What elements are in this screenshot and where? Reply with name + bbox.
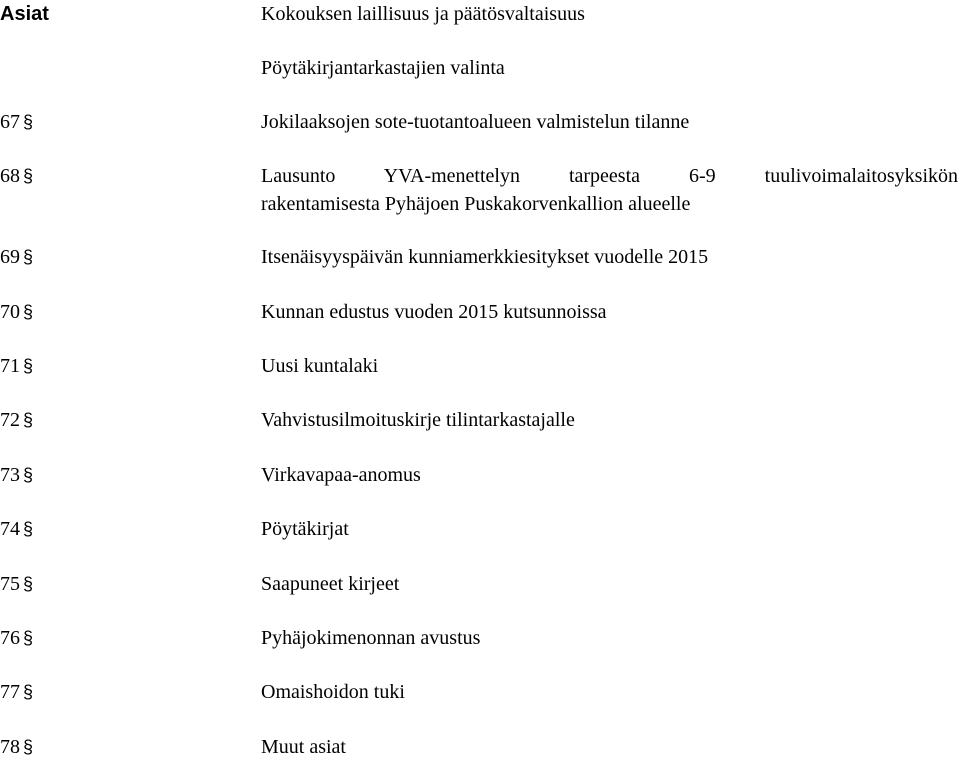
item-title: Pöytäkirjat bbox=[261, 518, 349, 540]
item-title: Saapuneet kirjeet bbox=[261, 573, 400, 595]
section-sign: § bbox=[23, 356, 34, 376]
section-heading: Asiat bbox=[0, 3, 49, 25]
item-title: Virkavapaa-anomus bbox=[261, 464, 421, 486]
item-number: 75 § bbox=[0, 573, 34, 595]
item-title: Muut asiat bbox=[261, 736, 346, 758]
item-number: 73 § bbox=[0, 464, 34, 486]
item-number: 68 § bbox=[0, 165, 34, 187]
section-sign: § bbox=[23, 682, 34, 702]
item-title: Itsenäisyyspäivän kunniamerkkiesitykset vuodelle 2015 bbox=[261, 246, 709, 268]
item-title: Pyhäjokimenonnan avustus bbox=[261, 627, 481, 649]
item-number: 69 § bbox=[0, 246, 34, 268]
section-sign: § bbox=[23, 465, 34, 485]
section-sign: § bbox=[23, 737, 34, 757]
section-sign: § bbox=[23, 519, 34, 539]
item-title bbox=[261, 162, 958, 218]
section-sign: § bbox=[23, 247, 34, 267]
item-title: Omaishoidon tuki bbox=[261, 681, 405, 703]
section-sign: § bbox=[23, 628, 34, 648]
item-title: Vahvistusilmoituskirje tilintarkastajalle bbox=[261, 409, 575, 431]
section-sign: § bbox=[23, 112, 34, 132]
item-number: 74 § bbox=[0, 518, 34, 540]
item-number: 67 § bbox=[0, 111, 34, 133]
item-title: Kunnan edustus vuoden 2015 kutsunnoissa bbox=[261, 301, 607, 323]
item-title-line-1: Lausunto YVA-menettelyn tarpeesta 6-9 tuulivoimalaitosyksikön bbox=[261, 165, 958, 187]
section-sign: § bbox=[23, 166, 34, 186]
item-title: Jokilaaksojen sote-tuotantoalueen valmistelun tilanne bbox=[261, 111, 690, 133]
item-number: 77 § bbox=[0, 681, 34, 703]
item-number: 72 § bbox=[0, 409, 34, 431]
section-sign: § bbox=[23, 410, 34, 430]
item-number: 70 § bbox=[0, 301, 34, 323]
item-number: 78 § bbox=[0, 736, 34, 758]
item-number: 76 § bbox=[0, 627, 34, 649]
item-title: Pöytäkirjantarkastajien valinta bbox=[261, 57, 505, 79]
section-sign: § bbox=[23, 574, 34, 594]
item-title: Kokouksen laillisuus ja päätösvaltaisuus bbox=[261, 3, 585, 25]
section-sign: § bbox=[23, 302, 34, 322]
item-title: Uusi kuntalaki bbox=[261, 355, 379, 377]
item-number: 71 § bbox=[0, 355, 34, 377]
item-title-line-2: rakentamisesta Pyhäjoen Puskakorvenkallion alueelle bbox=[261, 193, 691, 215]
